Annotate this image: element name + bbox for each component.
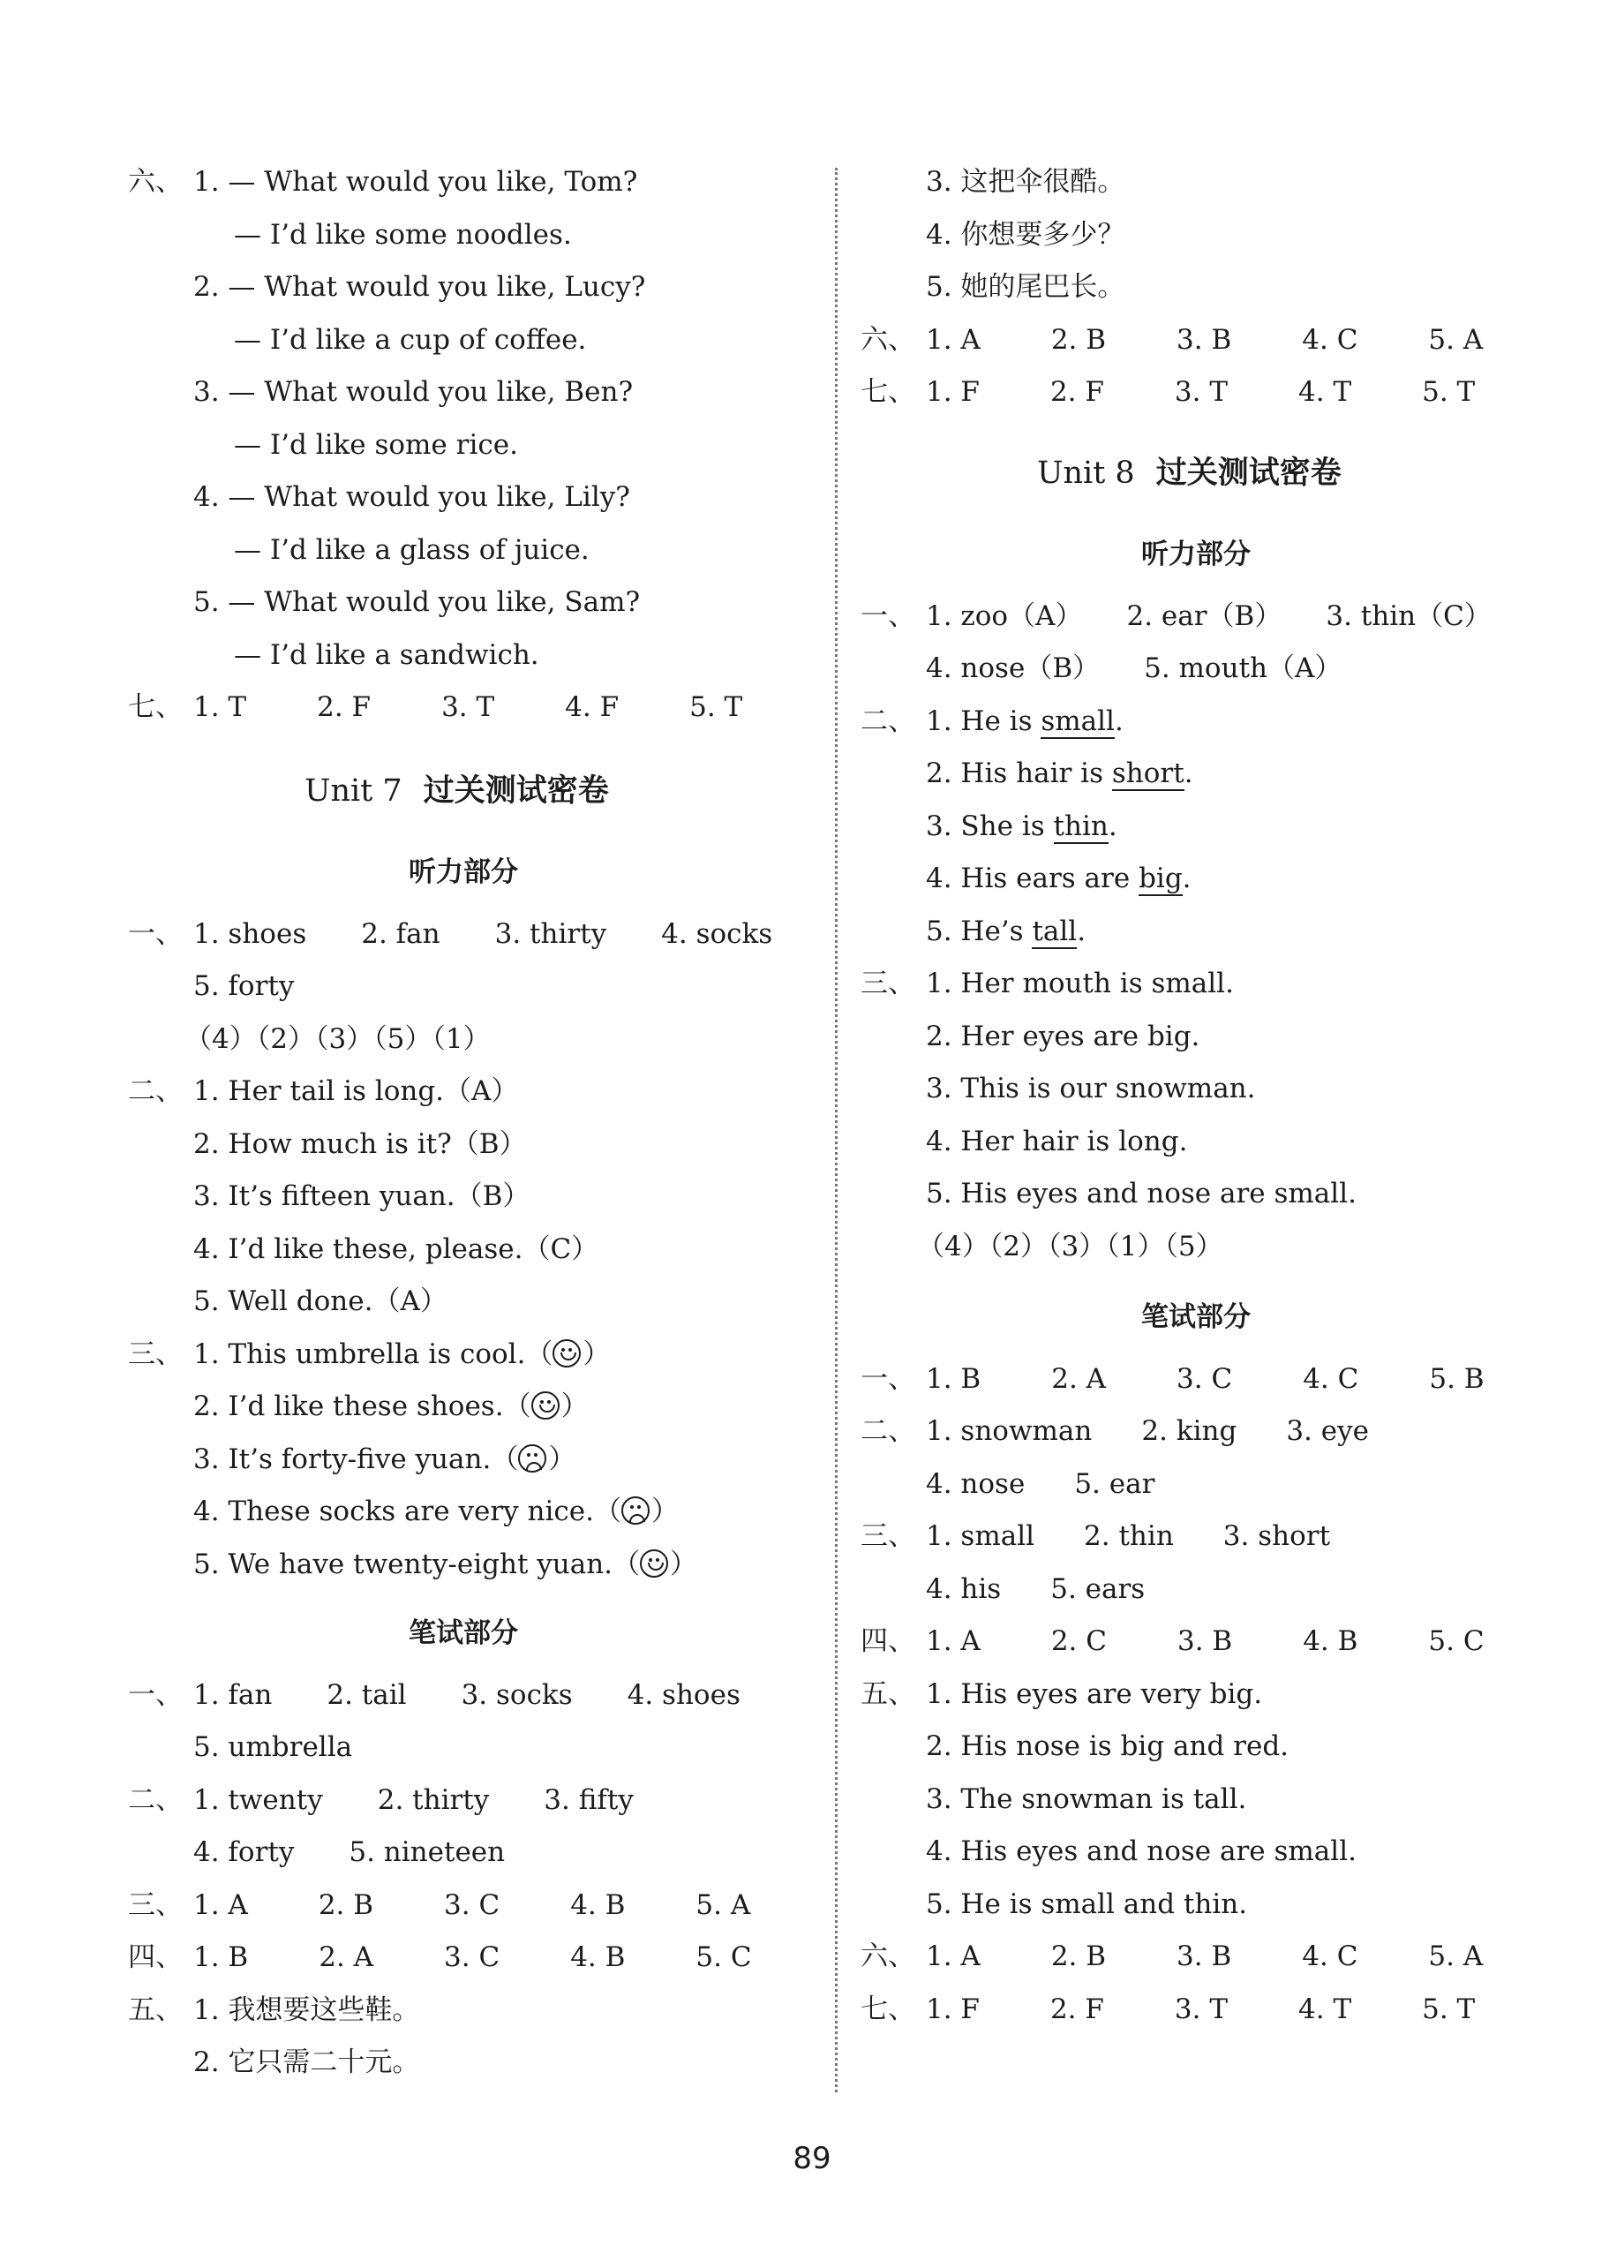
answer-text: .	[1184, 757, 1193, 789]
answer-text: ）	[583, 1338, 611, 1370]
answer-text: 3. thirty	[494, 918, 607, 950]
unit-heading	[1037, 448, 1342, 493]
answer-line	[926, 914, 1086, 949]
answer-line	[926, 269, 1124, 305]
underlined-answer: short	[1111, 757, 1184, 789]
answer-line	[128, 916, 772, 952]
answer-text: 5. — What would you like, Sam?	[193, 586, 641, 618]
happy-face-icon	[531, 1391, 560, 1420]
answer-text: 3. socks	[461, 1679, 573, 1711]
answer-line	[193, 1179, 530, 1214]
section-label: 三、	[861, 1520, 915, 1552]
answer-line	[926, 756, 1193, 791]
answer-text: 2. A	[319, 1941, 374, 1973]
answer-text: 3. It’s forty-five yuan.（	[193, 1443, 519, 1475]
unit-title: Unit 8	[1037, 456, 1135, 491]
answer-line	[861, 1361, 1485, 1397]
answer-line	[193, 1729, 352, 1765]
underlined-answer: big	[1139, 863, 1183, 894]
section-label: 七、	[861, 1993, 915, 2025]
answer-line	[861, 1939, 1483, 1974]
answer-line	[193, 1442, 575, 1477]
happy-face-icon	[553, 1339, 581, 1368]
answer-text: 4. These socks are very nice.（	[193, 1496, 621, 1527]
answer-text: 2. A	[1051, 1363, 1107, 1395]
answer-text: .	[1182, 863, 1192, 894]
answer-text: 4. F	[565, 691, 620, 723]
answer-text: 1. A	[193, 1889, 248, 1921]
answer-text: 4. I’d like these, please.（C）	[193, 1233, 599, 1265]
unit-subtitle: 过关测试密卷	[423, 773, 609, 809]
answer-text: 2. — What would you like, Lucy?	[193, 271, 646, 303]
section-label: 七、	[861, 376, 915, 408]
answer-text: 4. B	[570, 1941, 626, 1973]
underlined-answer: small	[1041, 705, 1115, 737]
answer-text: 3. T	[441, 691, 495, 723]
answer-text: 4. nose（B）	[926, 652, 1101, 684]
answer-line	[861, 1518, 1330, 1554]
answer-line	[926, 1887, 1247, 1922]
answer-text: 2. F	[317, 691, 372, 723]
answer-line	[128, 1337, 610, 1372]
section-heading: 笔试部分	[409, 1617, 518, 1649]
section-label: 一、	[128, 918, 183, 950]
answer-text: 1. small	[926, 1520, 1035, 1552]
answer-line	[926, 809, 1117, 844]
answer-text: 1. twenty	[193, 1784, 323, 1816]
answer-text: 3. T	[1174, 1993, 1229, 2025]
answer-line	[193, 2045, 419, 2080]
answer-text: 3. B	[1177, 1940, 1232, 1972]
answer-text: 1. B	[926, 1363, 981, 1395]
answer-line	[128, 1782, 634, 1818]
answer-text: 3. T	[1174, 376, 1229, 408]
answer-line	[861, 1624, 1485, 1659]
happy-face-icon	[640, 1549, 668, 1578]
answer-text: 2. C	[1050, 1625, 1107, 1657]
answer-text: 5. C	[1428, 1625, 1485, 1657]
answer-text: 3. It’s fifteen yuan.（B）	[193, 1180, 530, 1212]
answer-text: 5. We have twenty-eight yuan.（	[193, 1548, 641, 1580]
column-divider	[835, 168, 838, 2092]
answer-text: 3. B	[1177, 1625, 1233, 1657]
answer-line	[926, 1729, 1289, 1764]
answer-text: 4. T	[1298, 376, 1352, 408]
answer-line	[926, 1571, 1145, 1607]
answer-text: 1. This umbrella is cool.（	[193, 1338, 553, 1370]
answer-text: 3. fifty	[544, 1784, 634, 1816]
answer-text: 4. nose	[926, 1468, 1026, 1500]
section-label: 三、	[128, 1338, 183, 1370]
answer-line	[234, 217, 572, 252]
answer-line	[861, 374, 1475, 410]
answer-text: .	[1077, 915, 1086, 947]
answer-text: 3. 这把伞很酷。	[926, 166, 1125, 198]
answer-line	[128, 164, 637, 200]
answer-text: 1. zoo（A）	[926, 600, 1083, 632]
answer-text: 2. How much is it?（B）	[193, 1128, 527, 1160]
underlined-answer: thin	[1053, 810, 1109, 842]
section-label: 七、	[128, 691, 183, 723]
answer-line	[128, 1993, 419, 2028]
answer-line	[128, 1940, 752, 1975]
answer-text: 1. A	[926, 324, 981, 356]
answer-text: .	[1108, 810, 1117, 842]
answer-text: 5. He’s	[926, 915, 1033, 947]
answer-line	[861, 1677, 1262, 1712]
answer-line	[193, 1547, 697, 1582]
sad-face-icon	[518, 1444, 546, 1473]
section-label: 五、	[861, 1678, 915, 1710]
underlined-answer: tall	[1032, 915, 1078, 947]
answer-text: 4. forty	[193, 1836, 295, 1868]
section-label: 二、	[128, 1075, 183, 1107]
answer-text: 1. A	[926, 1940, 981, 1972]
answer-text: 2. thirty	[377, 1784, 490, 1816]
answer-text: 1. shoes	[193, 918, 307, 950]
answer-line	[861, 1413, 1369, 1449]
answer-line	[926, 1466, 1154, 1502]
answer-line	[193, 968, 294, 1004]
section-heading: 听力部分	[1141, 539, 1251, 570]
answer-text: 1. Her mouth is small.	[926, 968, 1234, 999]
answer-text: 3. She is	[926, 810, 1054, 842]
answer-text: 3. C	[444, 1889, 500, 1921]
answer-text: 2. ear（B）	[1126, 600, 1282, 632]
answer-text: 3. C	[1177, 1363, 1233, 1395]
answer-line	[926, 217, 1124, 252]
unit-heading	[304, 766, 609, 810]
answer-text: 2. His nose is big and red.	[926, 1730, 1289, 1762]
answer-text: （4）（2）（3）（5）（1）	[184, 1023, 491, 1055]
answer-text: ）	[651, 1496, 679, 1527]
answer-text: 2. B	[1050, 324, 1107, 356]
answer-text: ）	[548, 1443, 576, 1475]
answer-text: ）	[670, 1548, 698, 1580]
section-heading: 笔试部分	[1141, 1301, 1251, 1333]
answer-text: 4. — What would you like, Lily?	[193, 481, 630, 513]
answer-text: （4）（2）（3）（1）（5）	[917, 1231, 1223, 1262]
answer-text: 4. 你想要多少？	[926, 219, 1125, 251]
answer-line	[193, 479, 630, 515]
answer-text: 5. 她的尾巴长。	[926, 271, 1125, 303]
page-number: 89	[793, 2141, 831, 2176]
answer-line	[234, 532, 590, 568]
answer-text: 2. F	[1049, 376, 1104, 408]
answer-text: 4. B	[570, 1889, 626, 1921]
answer-text: 1. Her tail is long.（A）	[193, 1075, 519, 1107]
section-label: 三、	[861, 968, 915, 999]
answer-text: 4. B	[1303, 1625, 1358, 1657]
section-label: 六、	[861, 324, 915, 356]
answer-line	[917, 1229, 1223, 1264]
answer-text: — I’d like a sandwich.	[234, 639, 539, 671]
answer-text: 5. ears	[1050, 1573, 1146, 1605]
answer-text: 1. F	[926, 1993, 980, 2025]
answer-line	[234, 637, 539, 673]
answer-line	[193, 1284, 447, 1319]
answer-text: 4. C	[1302, 1940, 1358, 1972]
section-label: 四、	[128, 1941, 183, 1973]
answer-text: 4. socks	[661, 918, 773, 950]
answer-text: 5. nineteen	[349, 1836, 506, 1868]
answer-text: 2. fan	[361, 918, 440, 950]
answer-line	[193, 1389, 589, 1424]
answer-text: 5. A	[1428, 1940, 1484, 1972]
answer-line	[128, 1677, 741, 1713]
answer-text: 4. T	[1298, 1993, 1352, 2025]
answer-text: 3. short	[1222, 1520, 1331, 1552]
answer-text: 2. king	[1141, 1415, 1237, 1447]
answer-line	[861, 322, 1483, 358]
section-label: 一、	[861, 600, 915, 632]
answer-text: 4. His ears are	[926, 863, 1139, 894]
answer-text: 1. A	[926, 1625, 981, 1657]
answer-text: 4. C	[1302, 324, 1358, 356]
answer-text: 1. F	[926, 376, 980, 408]
answer-text: 2. Her eyes are big.	[926, 1021, 1200, 1052]
answer-text: 1. — What would you like, Tom?	[193, 166, 638, 198]
answer-text: 5. ear	[1074, 1468, 1155, 1500]
unit-title: Unit 7	[304, 773, 402, 809]
section-label: 二、	[861, 705, 915, 737]
answer-line	[193, 269, 645, 305]
unit-subtitle: 过关测试密卷	[1155, 456, 1342, 491]
answer-text: 3. eye	[1286, 1415, 1369, 1447]
answer-line	[128, 1074, 518, 1109]
answer-line	[926, 1176, 1357, 1211]
answer-text: 3. B	[1177, 324, 1232, 356]
answer-line	[926, 651, 1342, 686]
answer-text: 5. His eyes and nose are small.	[926, 1178, 1357, 1209]
answer-text: 5. T	[1422, 376, 1476, 408]
section-label: 六、	[128, 166, 183, 198]
section-label: 四、	[861, 1625, 915, 1657]
section-label: 三、	[128, 1889, 183, 1921]
answer-text: 2. His hair is	[926, 757, 1112, 789]
answer-line	[193, 374, 633, 410]
answer-text: 5. He is small and thin.	[926, 1888, 1248, 1920]
answer-text: — I’d like some noodles.	[234, 219, 572, 251]
answer-text: 4. C	[1303, 1363, 1359, 1395]
section-label: 一、	[861, 1363, 915, 1395]
answer-line	[193, 1494, 679, 1529]
section-heading: 听力部分	[409, 856, 518, 888]
answer-text: 5. Well done.（A）	[193, 1285, 447, 1317]
answer-text: 2. B	[1050, 1940, 1107, 1972]
answer-text: 1. His eyes are very big.	[926, 1678, 1263, 1710]
answer-text: 5. umbrella	[193, 1731, 353, 1763]
answer-text: 4. shoes	[627, 1679, 741, 1711]
answer-line	[193, 1835, 505, 1870]
answer-text: 5. mouth（A）	[1144, 652, 1342, 684]
answer-text: 5. T	[1422, 1993, 1476, 2025]
answer-text: 5. B	[1429, 1363, 1485, 1395]
answer-text: 1. 我想要这些鞋。	[193, 1994, 420, 2026]
section-label: 二、	[861, 1415, 915, 1447]
answer-text: 5. A	[695, 1889, 751, 1921]
answer-text: 3. C	[444, 1941, 500, 1973]
answer-text: 1. T	[193, 691, 247, 723]
answer-line	[861, 704, 1124, 739]
answer-text: — I’d like some rice.	[234, 429, 518, 461]
answer-text: 3. This is our snowman.	[926, 1073, 1256, 1104]
answer-line	[128, 1887, 750, 1923]
answer-line	[926, 1834, 1357, 1869]
answer-line	[234, 427, 518, 463]
answer-text: 2. tail	[327, 1679, 407, 1711]
answer-line	[193, 584, 640, 620]
answer-text: 4. Her hair is long.	[926, 1126, 1188, 1157]
answer-text: 1. B	[193, 1941, 249, 1973]
answer-line	[861, 966, 1234, 1001]
answer-line	[926, 1124, 1187, 1159]
answer-line	[926, 164, 1124, 200]
sad-face-icon	[621, 1496, 650, 1525]
answer-text: 3. The snowman is tall.	[926, 1783, 1247, 1815]
answer-line	[926, 1782, 1246, 1817]
answer-text: — I’d like a glass of juice.	[234, 534, 590, 566]
answer-text: 4. His eyes and nose are small.	[926, 1835, 1357, 1867]
answer-text: 1. fan	[193, 1679, 273, 1711]
answer-text: 2. B	[318, 1889, 374, 1921]
answer-line	[193, 1232, 598, 1267]
answer-text: 1. snowman	[926, 1415, 1093, 1447]
answer-line	[234, 322, 586, 358]
answer-line	[926, 1019, 1199, 1054]
answer-text: 2. thin	[1084, 1520, 1174, 1552]
answer-text: 2. 它只需二十元。	[193, 2046, 420, 2078]
answer-line	[926, 861, 1192, 896]
answer-text: 3. thin（C）	[1326, 600, 1492, 632]
answer-text: 5. C	[695, 1941, 752, 1973]
answer-text: 1. He is	[926, 705, 1041, 737]
answer-line	[861, 599, 1492, 634]
answer-text: 5. T	[689, 691, 743, 723]
answer-text: 2. I’d like these shoes.（	[193, 1390, 531, 1422]
answer-text: — I’d like a cup of coffee.	[234, 324, 587, 356]
section-label: 一、	[128, 1679, 183, 1711]
answer-text: 2. F	[1049, 1993, 1104, 2025]
section-label: 五、	[128, 1994, 183, 2026]
answer-text: 4. his	[926, 1573, 1002, 1605]
answer-line	[184, 1021, 491, 1057]
answer-text: 3. — What would you like, Ben?	[193, 376, 634, 408]
answer-text: .	[1114, 705, 1124, 737]
section-label: 二、	[128, 1784, 183, 1816]
answer-line	[926, 1071, 1256, 1106]
answer-line	[861, 1992, 1475, 2027]
section-label: 六、	[861, 1940, 915, 1972]
answer-line	[128, 689, 742, 725]
answer-text: ）	[560, 1390, 589, 1422]
answer-text: 5. A	[1428, 324, 1484, 356]
answer-text: 5. forty	[193, 970, 295, 1002]
answer-line	[193, 1126, 527, 1162]
